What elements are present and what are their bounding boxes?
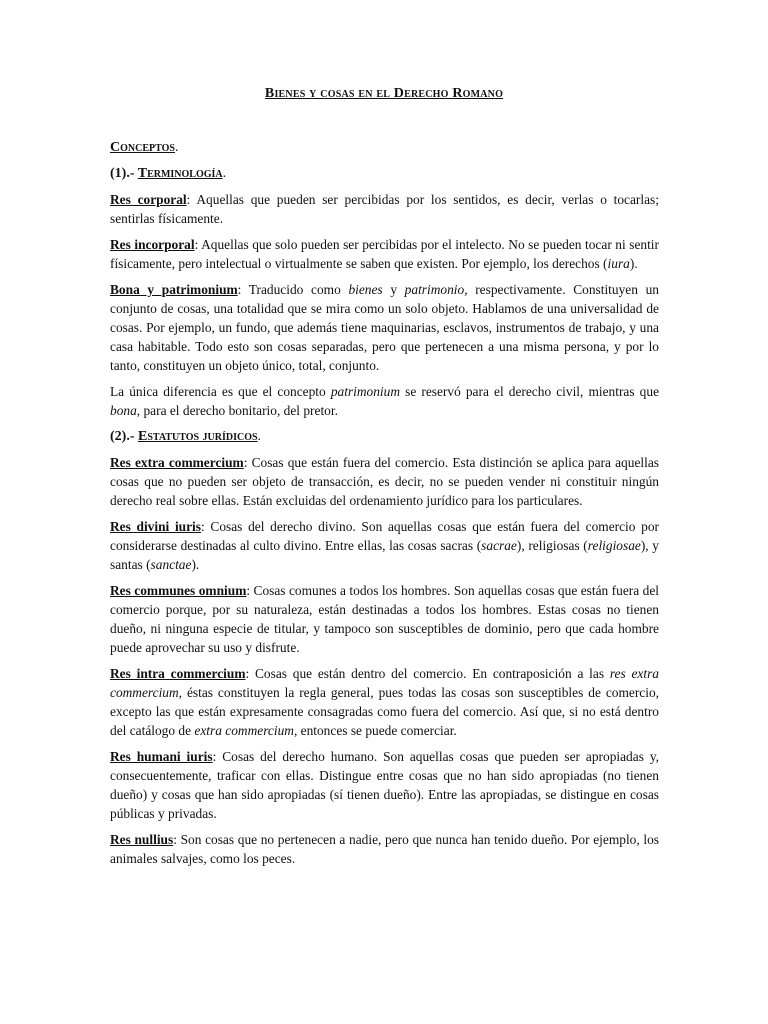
definition-text: : Cosas comunes a todos los hombres. Son aquellas cosas que están fuera del comercio porque, por su naturaleza, están destinadas a todos los hombres. Estas cosas no tienen dueño, ni ninguna especie de titular, y tampoco son susceptibles de dominio, pero que cada hombre puede aprovechar su uso y disfrute. [110,583,659,655]
definition-text: : Traducido como [237,282,349,297]
body-text: se reservó para el derecho civil, mientras que [400,384,660,399]
section-number: (1).- [110,166,138,181]
definition-text: ), y santas ( [110,538,659,572]
definition-text: : Cosas que están dentro del comercio. En contraposición a las [245,666,610,681]
paragraph-res-divini-iuris [110,517,659,574]
definition-text: ), religiosas ( [516,538,588,553]
defined-term: Res communes omnium [110,583,247,598]
heading-period: . [257,429,262,444]
section-heading-terminologia [110,164,659,184]
latin-term: bienes [348,282,383,297]
section-heading-text: Terminología [137,166,223,181]
paragraph-res-incorporal [110,235,659,273]
definition-text: : Cosas del derecho humano. Son aquellas cosas que pueden ser apropiadas y, consecuentemente, traficar con ellas. Distingue entre cosas que no han sido apropiadas (no tienen dueño) y cosas que han sido apropiadas (sí tienen dueño). Entre las apropiadas, se distingue en cosas públicas y privadas. [110,749,659,821]
latin-term: bona [110,403,137,418]
defined-term: Res corporal [110,192,187,207]
paragraph-bona-patrimonium [110,280,659,375]
paragraph-res-extra-commercium [110,453,659,510]
section-heading-text: Conceptos [110,140,175,155]
body-text: La única diferencia es que el concepto [110,384,331,399]
definition-text: : Aquellas que pueden ser percibidas por los sentidos, es decir, verlas o tocarlas; sentirlas físicamente. [110,192,659,226]
definition-text: , éstas constituyen la regla general, pues todas las cosas son susceptibles de comercio, excepto las que están expresamente consagradas como fuera del comercio. Así que, si no está dentro del catálogo de [110,685,659,738]
definition-text: ). [191,557,200,572]
definition-text: , respectivamente. Constituyen un conjunto de cosas, una totalidad que se mira como un solo objeto. Hablamos de una universalidad de cosas. Por ejemplo, un fundo, que además tiene maquinarias, esclavos, instrumentos de trabajo, y una casa habitable. Todo esto son cosas separadas, pero que pertenecen a una misma persona, y por lo tanto, constituyen un objeto único, total, conjunto. [110,282,659,373]
latin-term: sacrae [481,538,517,553]
definition-text: : Cosas del derecho divino. Son aquellas cosas que están fuera del comercio por considerarse destinadas al culto divino. Entre ellas, las cosas sacras ( [110,519,659,553]
paragraph-res-humani-iuris [110,747,659,823]
document-title: Bienes y cosas en el Derecho Romano [264,86,504,101]
latin-term: sanctae [150,557,192,572]
definition-text: ). [629,256,638,271]
defined-term: Res divini iuris [110,519,201,534]
section-number: (2).- [110,429,138,444]
latin-term: res extra commercium [110,666,659,700]
defined-term: Res incorporal [110,237,195,252]
section-heading-conceptos [110,138,659,158]
defined-term: Res intra commercium [110,666,246,681]
defined-term: Res extra commercium [110,455,244,470]
defined-term: Res humani iuris [110,749,213,764]
paragraph-res-communes-omnium [110,581,659,657]
latin-term: patrimonium [330,384,401,399]
latin-term: religiosae [587,538,641,553]
heading-period: . [174,140,179,155]
latin-term: iura [607,256,630,271]
definition-text: : Aquellas que solo pueden ser percibidas por el intelecto. No se pueden tocar ni sentir físicamente, pero intelectual o virtualmente se saben que existen. Por ejemplo, los derechos ( [110,237,659,271]
defined-term: Res nullius [110,832,174,847]
definition-text: : Son cosas que no pertenecen a nadie, pero que nunca han tenido dueño. Por ejemplo, los animales salvajes, como los peces. [110,832,659,866]
document-body [110,138,659,875]
latin-term: patrimonio [404,282,465,297]
definition-text: y [382,282,405,297]
paragraph-res-corporal [110,190,659,228]
body-text: , para el derecho bonitario, del pretor. [136,403,338,418]
definition-text: , entonces se puede comerciar. [293,723,457,738]
paragraph-diferencia [110,382,659,420]
definition-text: : Cosas que están fuera del comercio. Esta distinción se aplica para aquellas cosas que no pueden ser objeto de transacción, es decir, no se pueden vender ni constituir ningún derecho real sobre ellas. Están excluidas del ordenamiento jurídico para los particulares. [110,455,659,508]
defined-term: Bona y patrimonium [110,282,238,297]
latin-term: extra commercium [194,723,294,738]
paragraph-res-nullius [110,830,659,868]
section-heading-estatutos [110,427,659,447]
heading-period: . [222,166,227,181]
section-heading-text: Estatutos jurídicos [138,429,258,444]
paragraph-res-intra-commercium [110,664,659,740]
